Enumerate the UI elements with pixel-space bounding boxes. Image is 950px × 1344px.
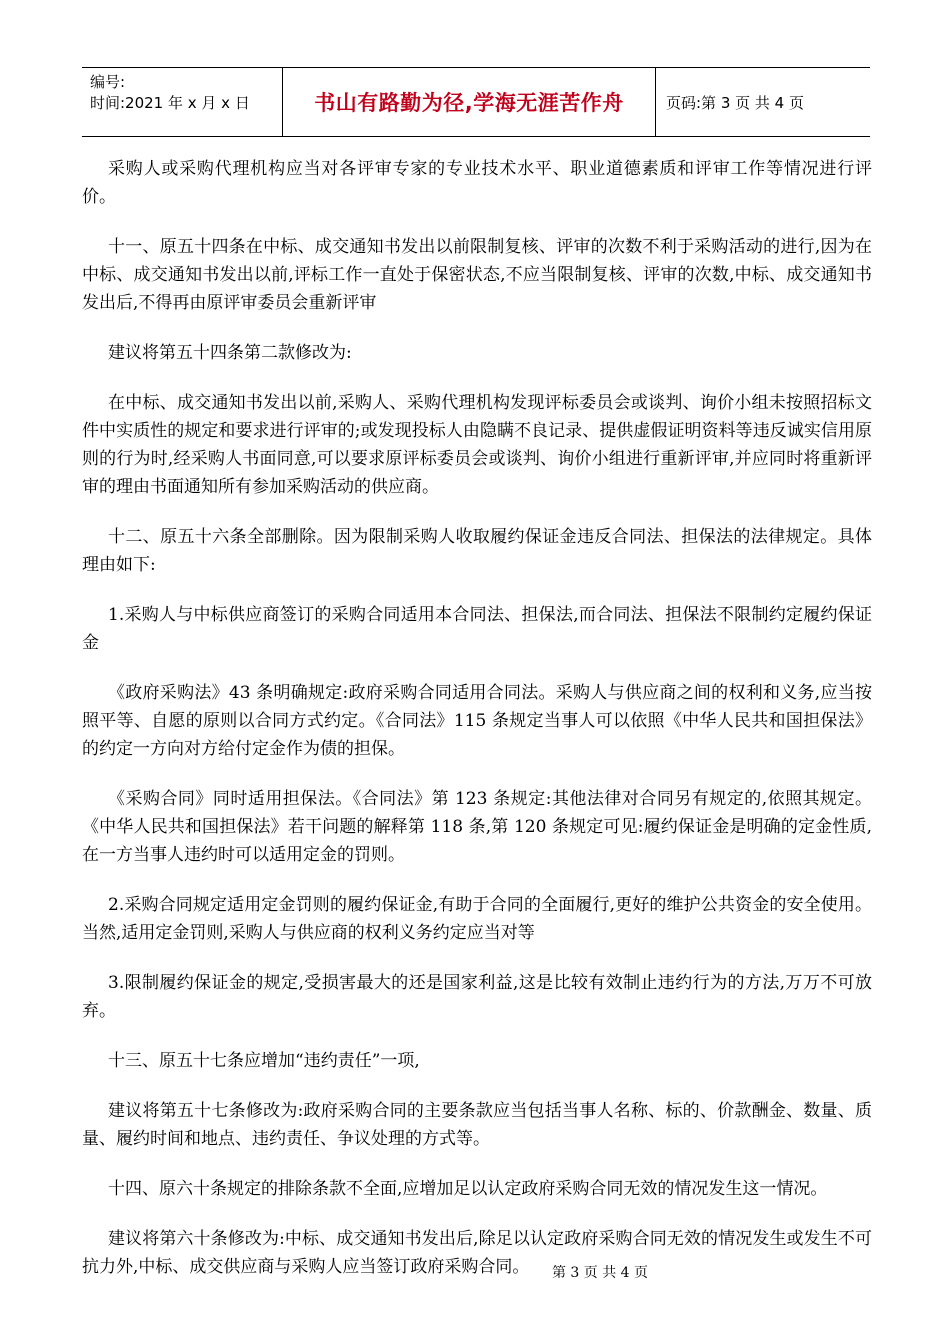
page-footer [0,1262,950,1282]
paragraph: 建议将第五十四条第二款修改为: [108,343,352,363]
paragraph: 采购人或采购代理机构应当对各评审专家的专业技术水平、职业道德素质和评审工作等情况进行评价。 [82,159,872,207]
paragraph: 2.采购合同规定适用定金罚则的履约保证金,有助于合同的全面履行,更好的维护公共资金的安全使用。当然,适用定金罚则,采购人与供应商的权利义务约定应当对等 [82,895,872,943]
paragraph: 1.采购人与中标供应商签订的采购合同适用本合同法、担保法,而合同法、担保法不限制约定履约保证金 [82,605,872,653]
paragraph: 3.限制履约保证金的规定,受损害最大的还是国家利益,这是比较有效制止违约行为的方法,万万不可放弃。 [82,973,872,1021]
page-header [82,67,870,137]
paragraph: 十四、原六十条规定的排除条款不全面,应增加足以认定政府采购合同无效的情况发生这一情况。 [108,1179,828,1199]
paragraph: 十三、原五十七条应增加“违约责任”一项, [108,1051,420,1071]
header-page-label: 页码:第 3 页 共 4 页 [666,93,804,112]
header-left-cell [82,68,282,136]
number-label: 编号: [90,73,126,91]
footer-page-number: 第 3 页 共 4 页 [551,1265,649,1281]
header-motto: 书山有路勤为径,学海无涯苦作舟 [282,68,656,136]
paragraph: 建议将第六十条修改为:中标、成交通知书发出后,除足以认定政府采购合同无效的情况发生或发生不可抗力外,中标、成交供应商与采购人应当签订政府采购合同。 [82,1229,872,1277]
document-body [82,155,872,1303]
paragraph: 十二、原五十六条全部删除。因为限制采购人收取履约保证金违反合同法、担保法的法律规定。具体理由如下: [82,527,872,575]
paragraph: 建议将第五十七条修改为:政府采购合同的主要条款应当包括当事人名称、标的、价款酬金、数量、质量、履约时间和地点、违约责任、争议处理的方式等。 [82,1101,872,1149]
paragraph: 十一、原五十四条在中标、成交通知书发出以前限制复核、评审的次数不利于采购活动的进行,因为在中标、成交通知书发出以前,评标工作一直处于保密状态,不应当限制复核、评审的次数,中标、成交通知书发出后,不得再由原评审委员会重新评审 [82,237,872,313]
paragraph: 《政府采购法》43 条明确规定:政府采购合同适用合同法。采购人与供应商之间的权利和义务,应当按照平等、自愿的原则以合同方式约定。《合同法》115 条规定当事人可以依照《中华人民共和国担保法》的约定一方向对方给付定金作为债的担保。 [82,683,872,759]
paragraph: 《采购合同》同时适用担保法。《合同法》第 123 条规定:其他法律对合同另有规定的,依照其规定。《中华人民共和国担保法》若干问题的解释第 118 条,第 120 条规定可见:履约保证金是明确的定金性质,在一方当事人违约时可以适用定金的罚则。 [82,789,872,865]
time-label: 时间:2021 年 x 月 x 日 [90,94,250,112]
paragraph: 在中标、成交通知书发出以前,采购人、采购代理机构发现评标委员会或谈判、询价小组未按照招标文件中实质性的规定和要求进行评审的;或发现投标人由隐瞒不良记录、提供虚假证明资料等违反诚实信用原则的行为时,经采购人书面同意,可以要求原评标委员会或谈判、询价小组进行重新评审,并应同时将重新评审的理由书面通知所有参加采购活动的供应商。 [82,393,872,497]
